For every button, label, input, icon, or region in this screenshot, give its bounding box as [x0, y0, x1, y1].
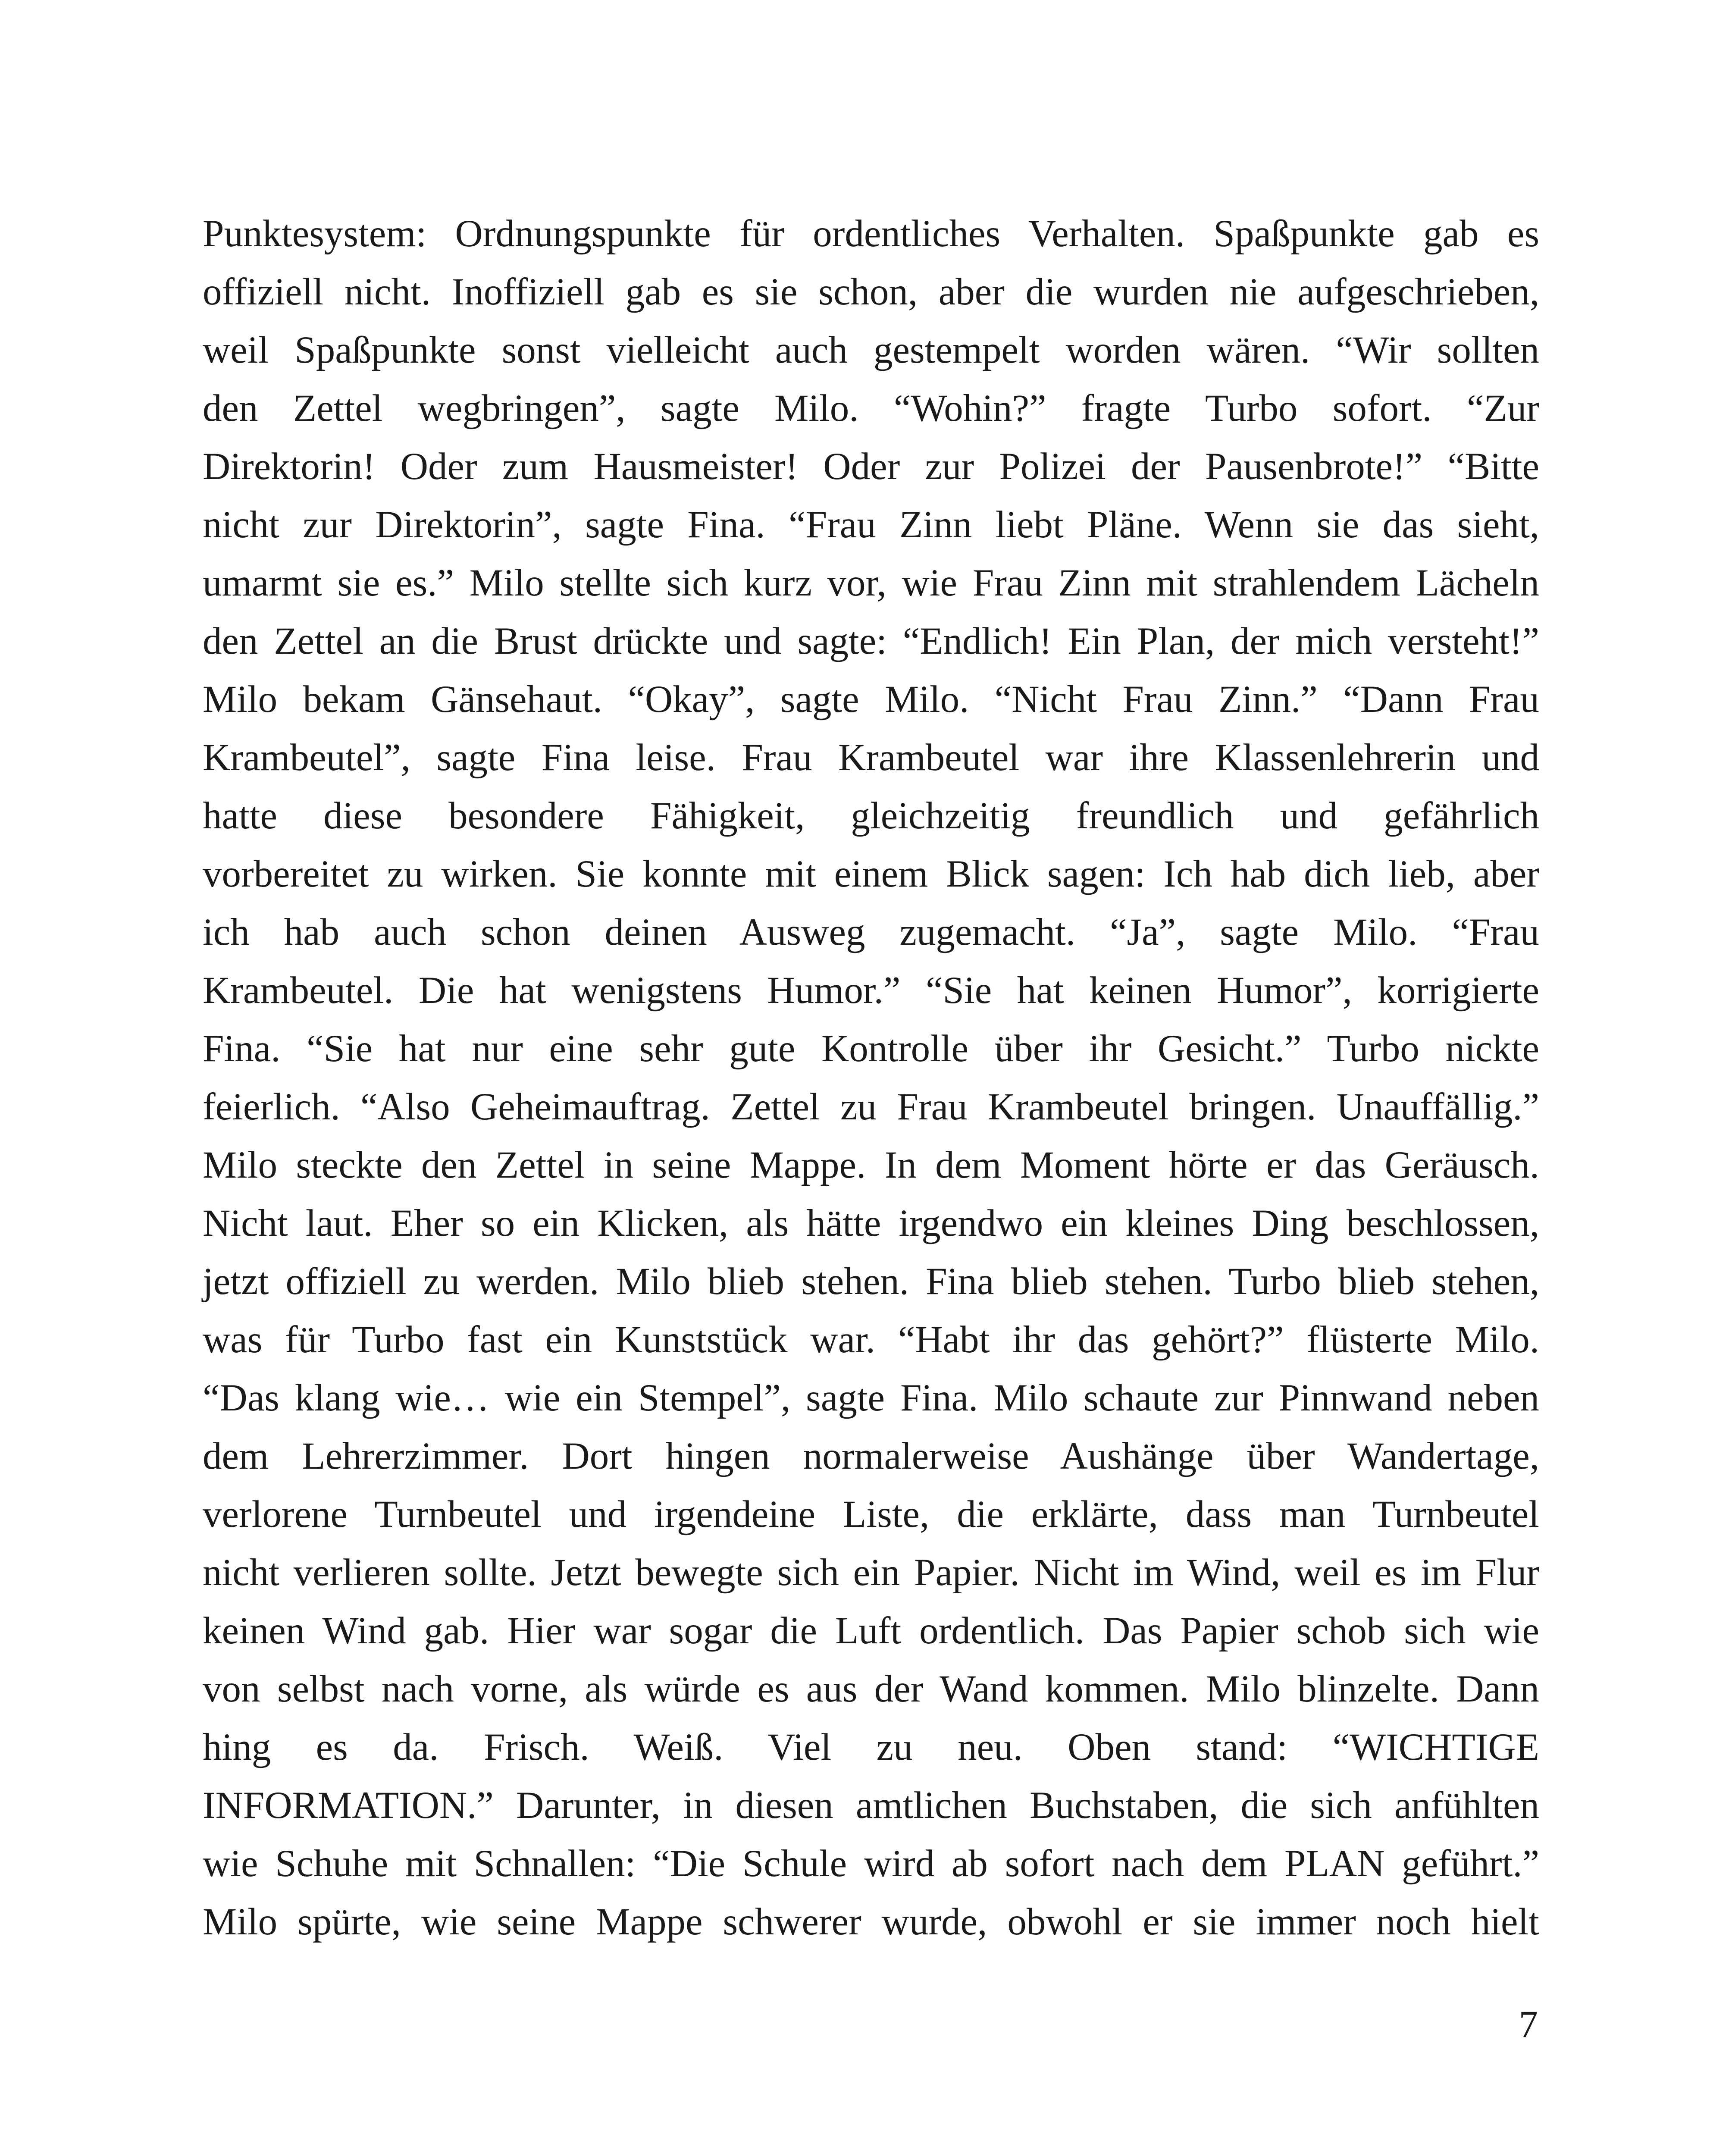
- text-line: umarmt sie es.” Milo stellte sich kurz vor, wie Frau Zinn mit strahlendem Lächeln: [203, 562, 1539, 604]
- body-text: [203, 205, 1539, 1951]
- text-line: was für Turbo fast ein Kunststück war. “Habt ihr das gehört?” flüsterte Milo.: [203, 1319, 1539, 1361]
- text-line: Milo bekam Gänsehaut. “Okay”, sagte Milo. “Nicht Frau Zinn.” “Dann Frau: [203, 678, 1539, 721]
- text-line: Punktesystem: Ordnungspunkte für ordentliches Verhalten. Spaßpunkte gab es: [203, 213, 1539, 255]
- text-line: INFORMATION.” Darunter, in diesen amtlichen Buchstaben, die sich anfühlten: [203, 1784, 1539, 1827]
- text-line: nicht verlieren sollte. Jetzt bewegte sich ein Papier. Nicht im Wind, weil es im Flur: [203, 1551, 1539, 1594]
- text-line: jetzt offiziell zu werden. Milo blieb stehen. Fina blieb stehen. Turbo blieb stehen,: [203, 1260, 1539, 1303]
- text-line: Milo steckte den Zettel in seine Mappe. In dem Moment hörte er das Geräusch.: [203, 1144, 1539, 1186]
- text-line: keinen Wind gab. Hier war sogar die Luft ordentlich. Das Papier schob sich wie: [203, 1610, 1539, 1652]
- text-line: “Das klang wie… wie ein Stempel”, sagte Fina. Milo schaute zur Pinnwand neben: [203, 1377, 1539, 1419]
- text-line: Fina. “Sie hat nur eine sehr gute Kontrolle über ihr Gesicht.” Turbo nickte: [203, 1028, 1539, 1070]
- text-line: Krambeutel”, sagte Fina leise. Frau Krambeutel war ihre Klassenlehrerin und: [203, 736, 1539, 779]
- text-line: Nicht laut. Eher so ein Klicken, als hätte irgendwo ein kleines Ding beschlossen,: [203, 1202, 1539, 1244]
- text-line: ich hab auch schon deinen Ausweg zugemacht. “Ja”, sagte Milo. “Frau: [203, 911, 1539, 953]
- text-line: nicht zur Direktorin”, sagte Fina. “Frau Zinn liebt Pläne. Wenn sie das sieht,: [203, 504, 1539, 546]
- text-line: vorbereitet zu wirken. Sie konnte mit einem Blick sagen: Ich hab dich lieb, aber: [203, 853, 1539, 895]
- text-line: von selbst nach vorne, als würde es aus der Wand kommen. Milo blinzelte. Dann: [203, 1668, 1539, 1710]
- text-line: feierlich. “Also Geheimauftrag. Zettel zu Frau Krambeutel bringen. Unauffällig.”: [203, 1086, 1539, 1128]
- text-line: verlorene Turnbeutel und irgendeine Liste, die erklärte, dass man Turnbeutel: [203, 1493, 1539, 1536]
- page-number: 7: [1519, 2003, 1538, 2046]
- text-line: den Zettel an die Brust drückte und sagte: “Endlich! Ein Plan, der mich versteht!”: [203, 620, 1539, 662]
- text-line: hatte diese besondere Fähigkeit, gleichzeitig freundlich und gefährlich: [203, 795, 1539, 837]
- text-line: wie Schuhe mit Schnallen: “Die Schule wird ab sofort nach dem PLAN geführt.”: [203, 1843, 1539, 1885]
- text-line: Milo spürte, wie seine Mappe schwerer wurde, obwohl er sie immer noch hielt: [203, 1901, 1539, 1943]
- text-line: hing es da. Frisch. Weiß. Viel zu neu. Oben stand: “WICHTIGE: [203, 1726, 1539, 1768]
- text-line: offiziell nicht. Inoffiziell gab es sie schon, aber die wurden nie aufgeschrieben,: [203, 271, 1539, 313]
- text-line: Direktorin! Oder zum Hausmeister! Oder zur Polizei der Pausenbrote!” “Bitte: [203, 445, 1539, 488]
- text-line: den Zettel wegbringen”, sagte Milo. “Wohin?” fragte Turbo sofort. “Zur: [203, 387, 1539, 429]
- text-line: Krambeutel. Die hat wenigstens Humor.” “Sie hat keinen Humor”, korrigierte: [203, 969, 1539, 1012]
- text-line: weil Spaßpunkte sonst vielleicht auch gestempelt worden wären. “Wir sollten: [203, 329, 1539, 371]
- text-line: dem Lehrerzimmer. Dort hingen normalerweise Aushänge über Wandertage,: [203, 1435, 1539, 1477]
